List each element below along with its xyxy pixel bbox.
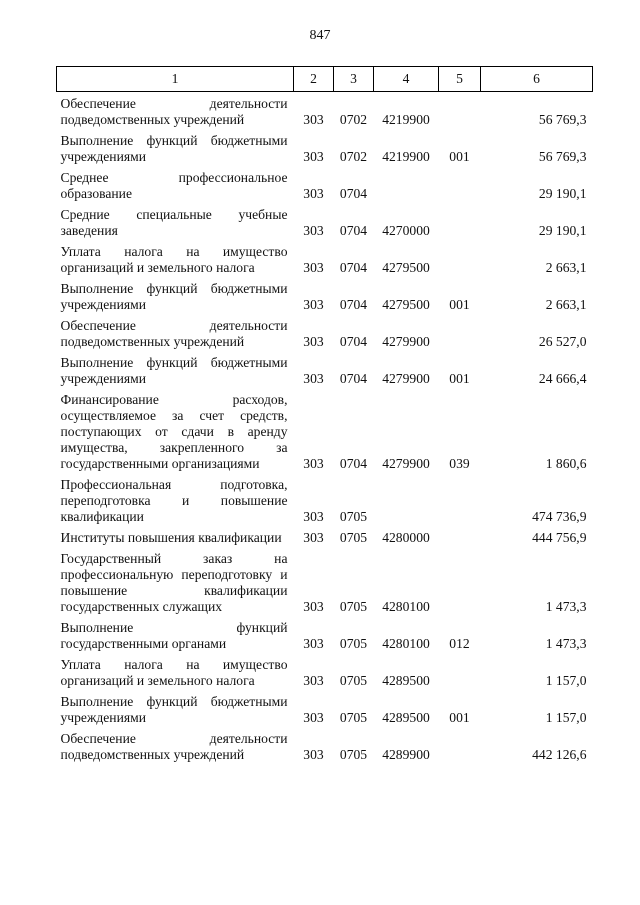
column-header-2: 2 xyxy=(294,67,334,92)
table-row xyxy=(57,551,593,620)
table-row xyxy=(57,392,593,477)
row-name-line: имущества, закрепленного за xyxy=(60,440,288,455)
row-name-line: учреждениями xyxy=(60,710,146,725)
row-code-4: 4279900 xyxy=(382,456,430,471)
table-row xyxy=(57,731,593,768)
row-code-2: 303 xyxy=(303,186,324,201)
row-name-line: повышение квалификации xyxy=(60,583,288,598)
row-code-2: 303 xyxy=(303,599,324,614)
row-name-line: Выполнение функций бюджетными xyxy=(60,133,288,148)
row-name-line: подведомственных учреждений xyxy=(60,747,245,762)
row-name-line: поступающих от сдачи в аренду xyxy=(60,424,288,439)
row-name-line: Уплата налога на имущество xyxy=(60,657,288,672)
row-name-line: заведения xyxy=(60,223,118,238)
row-code-5 xyxy=(439,551,481,620)
row-code-2: 303 xyxy=(303,149,324,164)
row-amount: 1 473,3 xyxy=(545,599,587,614)
row-name xyxy=(57,355,294,392)
row-code-5: 001 xyxy=(449,710,470,725)
row-code-2: 303 xyxy=(303,112,324,127)
row-code-2: 303 xyxy=(303,636,324,651)
row-code-2: 303 xyxy=(303,371,324,386)
row-code-3: 0705 xyxy=(339,599,368,614)
table-row xyxy=(57,207,593,244)
row-name xyxy=(57,392,294,477)
row-code-3: 0705 xyxy=(339,747,368,762)
row-amount: 56 769,3 xyxy=(538,112,587,127)
row-name-line: Обеспечение деятельности xyxy=(60,318,288,333)
row-name-line: переподготовка и повышение xyxy=(60,493,288,508)
row-code-3: 0704 xyxy=(339,371,368,386)
table-row xyxy=(57,281,593,318)
row-name-line: осуществляемое за счет средств, xyxy=(60,408,288,423)
table-header xyxy=(57,67,593,92)
row-code-5: 001 xyxy=(449,297,470,312)
row-name-line: подведомственных учреждений xyxy=(60,334,245,349)
row-name xyxy=(57,731,294,768)
header-row xyxy=(57,67,593,92)
row-name xyxy=(57,657,294,694)
column-header-4: 4 xyxy=(374,67,439,92)
row-name-line: Выполнение функций бюджетными xyxy=(60,281,288,296)
row-amount: 442 126,6 xyxy=(532,747,587,762)
row-name-line: организаций и земельного налога xyxy=(60,260,255,275)
row-code-5: 001 xyxy=(449,371,470,386)
row-code-3: 0704 xyxy=(339,334,368,349)
row-code-4: 4279900 xyxy=(382,334,430,349)
row-name xyxy=(57,207,294,244)
row-amount: 2 663,1 xyxy=(545,260,587,275)
row-code-2: 303 xyxy=(303,223,324,238)
row-name xyxy=(57,530,294,551)
row-code-3: 0702 xyxy=(339,149,368,164)
row-name xyxy=(57,477,294,530)
row-name xyxy=(57,92,294,134)
column-header-6: 6 xyxy=(481,67,593,92)
row-amount: 1 157,0 xyxy=(545,710,587,725)
row-code-4: 4280000 xyxy=(382,530,430,545)
budget-table xyxy=(56,66,593,768)
table-row xyxy=(57,355,593,392)
row-name-line: подведомственных учреждений xyxy=(60,112,245,127)
row-code-3: 0705 xyxy=(339,710,368,725)
row-name-line: Уплата налога на имущество xyxy=(60,244,288,259)
row-code-2: 303 xyxy=(303,530,324,545)
row-amount: 29 190,1 xyxy=(538,223,587,238)
row-code-5 xyxy=(439,477,481,530)
row-code-3: 0702 xyxy=(339,112,368,127)
row-name-line: Профессиональная подготовка, xyxy=(60,477,288,492)
row-name xyxy=(57,551,294,620)
row-name-line: Институты повышения квалификации xyxy=(60,530,282,545)
row-name xyxy=(57,170,294,207)
row-code-4: 4270000 xyxy=(382,223,430,238)
row-amount: 26 527,0 xyxy=(538,334,587,349)
row-name-line: Среднее профессиональное xyxy=(60,170,288,185)
row-code-3: 0704 xyxy=(339,260,368,275)
row-amount: 56 769,3 xyxy=(538,149,587,164)
table-body xyxy=(57,92,593,769)
row-code-3: 0705 xyxy=(339,530,368,545)
row-amount: 29 190,1 xyxy=(538,186,587,201)
row-name-line: государственных служащих xyxy=(60,599,223,614)
row-code-2: 303 xyxy=(303,297,324,312)
row-amount: 2 663,1 xyxy=(545,297,587,312)
row-name-line: учреждениями xyxy=(60,297,146,312)
row-code-4: 4219900 xyxy=(382,149,430,164)
row-code-2: 303 xyxy=(303,747,324,762)
row-code-2: 303 xyxy=(303,334,324,349)
column-header-1: 1 xyxy=(57,67,294,92)
column-header-5: 5 xyxy=(439,67,481,92)
row-amount: 444 756,9 xyxy=(532,530,587,545)
row-code-5 xyxy=(439,657,481,694)
row-name-line: государственными органами xyxy=(60,636,227,651)
table-row xyxy=(57,318,593,355)
row-code-4: 4279500 xyxy=(382,260,430,275)
row-name-line: Выполнение функций бюджетными xyxy=(60,355,288,370)
row-code-4: 4289500 xyxy=(382,710,430,725)
row-name-line: Выполнение функций бюджетными xyxy=(60,694,288,709)
column-header-3: 3 xyxy=(334,67,374,92)
row-code-5: 012 xyxy=(449,636,470,651)
row-name-line: Выполнение функций xyxy=(60,620,288,635)
row-code-5 xyxy=(439,244,481,281)
row-name-line: учреждениями xyxy=(60,371,146,386)
row-code-2: 303 xyxy=(303,509,324,524)
row-code-5 xyxy=(439,530,481,551)
table-row xyxy=(57,133,593,170)
row-name xyxy=(57,133,294,170)
row-name-line: Финансирование расходов, xyxy=(60,392,288,407)
row-code-5 xyxy=(439,207,481,244)
row-name-line: профессиональную переподготовку и xyxy=(60,567,288,582)
row-code-3: 0704 xyxy=(339,297,368,312)
row-name-line: Средние специальные учебные xyxy=(60,207,288,222)
row-code-3: 0705 xyxy=(339,636,368,651)
table-row xyxy=(57,477,593,530)
row-code-2: 303 xyxy=(303,710,324,725)
row-name-line: образование xyxy=(60,186,132,201)
row-code-5 xyxy=(439,170,481,207)
row-code-5: 001 xyxy=(449,149,470,164)
row-code-4: 4289900 xyxy=(382,747,430,762)
row-name-line: Государственный заказ на xyxy=(60,551,288,566)
row-code-4 xyxy=(374,170,439,207)
row-code-5 xyxy=(439,318,481,355)
row-name-line: организаций и земельного налога xyxy=(60,673,255,688)
row-name-line: Обеспечение деятельности xyxy=(60,96,288,111)
row-code-4: 4280100 xyxy=(382,599,430,614)
row-code-5 xyxy=(439,92,481,134)
table-row xyxy=(57,244,593,281)
table-row xyxy=(57,92,593,134)
row-code-2: 303 xyxy=(303,673,324,688)
row-code-3: 0705 xyxy=(339,509,368,524)
row-name-line: учреждениями xyxy=(60,149,146,164)
row-name xyxy=(57,318,294,355)
row-amount: 474 736,9 xyxy=(532,509,587,524)
row-code-3: 0704 xyxy=(339,186,368,201)
row-code-5 xyxy=(439,731,481,768)
row-name-line: государственными организациями xyxy=(60,456,260,471)
row-code-4: 4279900 xyxy=(382,371,430,386)
row-code-2: 303 xyxy=(303,456,324,471)
row-code-4: 4219900 xyxy=(382,112,430,127)
row-code-2: 303 xyxy=(303,260,324,275)
row-code-4: 4280100 xyxy=(382,636,430,651)
row-amount: 1 473,3 xyxy=(545,636,587,651)
page-number: 847 xyxy=(309,28,331,43)
row-name-line: квалификации xyxy=(60,509,144,524)
row-code-4: 4289500 xyxy=(382,673,430,688)
row-amount: 24 666,4 xyxy=(538,371,587,386)
row-name-line: Обеспечение деятельности xyxy=(60,731,288,746)
row-code-3: 0704 xyxy=(339,223,368,238)
table-row xyxy=(57,620,593,657)
row-name xyxy=(57,244,294,281)
row-name xyxy=(57,281,294,318)
row-code-3: 0704 xyxy=(339,456,368,471)
row-code-3: 0705 xyxy=(339,673,368,688)
table-row xyxy=(57,530,593,551)
row-name xyxy=(57,694,294,731)
row-code-4: 4279500 xyxy=(382,297,430,312)
table-row xyxy=(57,170,593,207)
row-amount: 1 860,6 xyxy=(545,456,587,471)
row-code-5: 039 xyxy=(449,456,470,471)
row-name xyxy=(57,620,294,657)
row-code-4 xyxy=(374,477,439,530)
row-amount: 1 157,0 xyxy=(545,673,587,688)
table-row xyxy=(57,657,593,694)
table-row xyxy=(57,694,593,731)
